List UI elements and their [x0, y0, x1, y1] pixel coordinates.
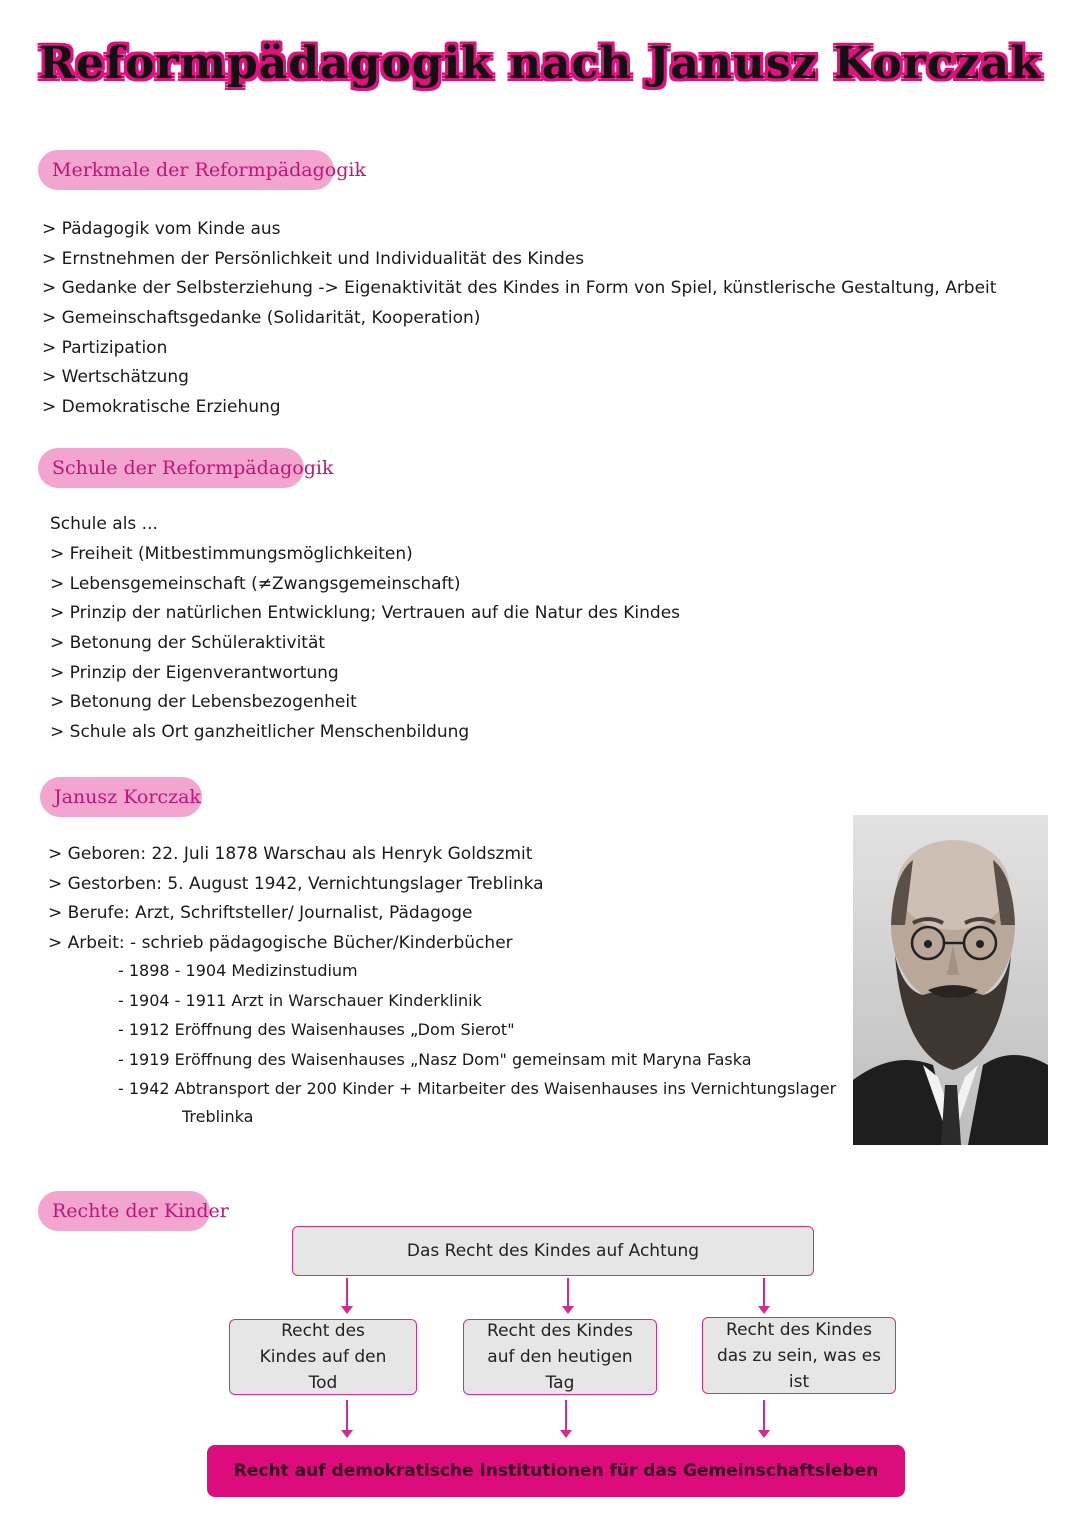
list-item: > Wertschätzung [42, 367, 189, 388]
korczak-work-list [118, 956, 836, 1130]
list-item: > Betonung der Schüleraktivität [50, 633, 326, 654]
section-heading-schule: Schule der Reformpädagogik [38, 448, 304, 488]
list-item: > Betonung der Lebensbezogenheit [50, 692, 357, 713]
list-item: - 1919 Eröffnung des Waisenhauses „Nasz Dom" gemeinsam mit Maryna Faska [118, 1049, 752, 1069]
list-item: > Freiheit (Mitbestimmungsmöglichkeiten) [50, 544, 413, 564]
arrow-down-icon [346, 1400, 348, 1436]
rights-top-box: Das Recht des Kindes auf Achtung [292, 1226, 814, 1276]
list-item: > Lebensgemeinschaft (≠Zwangsgemeinschaft) [50, 573, 461, 594]
section-heading-merkmale: Merkmale der Reformpädagogik [38, 150, 334, 190]
list-item: - 1898 - 1904 Medizinstudium [118, 961, 358, 980]
rights-box-heute: Recht des Kindes auf den heutigen Tag [463, 1319, 657, 1395]
section-heading-korczak: Janusz Korczak [40, 777, 202, 817]
portrait-photo [853, 815, 1048, 1145]
list-item: Treblinka [182, 1106, 254, 1126]
list-item: > Geboren: 22. Juli 1878 Warschau als Henryk Goldszmit [48, 844, 533, 864]
list-item: - 1904 - 1911 Arzt in Warschauer Kinderklinik [118, 990, 482, 1010]
arrow-down-icon [346, 1278, 348, 1312]
rights-bottom-bar: Recht auf demokratische Institutionen für das Gemeinschaftsleben [207, 1445, 905, 1497]
page-title: Reformpädagogik nach Janusz Korczak [38, 38, 1042, 89]
arrow-down-icon [565, 1400, 567, 1436]
section-heading-rechte: Rechte der Kinder [38, 1191, 210, 1231]
rights-box-sein: Recht des Kindes das zu sein, was es ist [702, 1317, 896, 1394]
korczak-list [48, 840, 544, 959]
list-item: > Gestorben: 5. August 1942, Vernichtungslager Treblinka [48, 873, 544, 894]
schule-list [50, 540, 680, 748]
arrow-down-icon [763, 1400, 765, 1436]
list-item: > Arbeit: - schrieb pädagogische Bücher/Kinderbücher [48, 933, 513, 954]
merkmale-list [42, 215, 996, 423]
list-item: > Pädagogik vom Kinde aus [42, 219, 281, 239]
list-item: > Prinzip der Eigenverantwortung [50, 662, 339, 683]
arrow-down-icon [763, 1278, 765, 1312]
list-item: > Gemeinschaftsgedanke (Solidarität, Kooperation) [42, 308, 481, 329]
list-item: - 1942 Abtransport der 200 Kinder + Mitarbeiter des Waisenhauses ins Vernichtungslager [118, 1079, 837, 1098]
list-item: > Berufe: Arzt, Schriftsteller/ Journalist, Pädagoge [48, 903, 473, 924]
arrow-down-icon [567, 1278, 569, 1312]
schule-intro: Schule als ... [50, 514, 158, 534]
list-item: > Gedanke der Selbsterziehung -> Eigenaktivität des Kindes in Form von Spiel, künstlerische Gestaltung, Arbeit [42, 278, 997, 299]
list-item: > Partizipation [42, 337, 168, 358]
rights-box-tod: Recht des Kindes auf den Tod [229, 1319, 417, 1395]
portrait-illustration [853, 815, 1048, 1145]
list-item: > Demokratische Erziehung [42, 397, 281, 418]
list-item: > Ernstnehmen der Persönlichkeit und Individualität des Kindes [42, 248, 585, 269]
list-item: > Schule als Ort ganzheitlicher Menschenbildung [50, 722, 470, 743]
list-item: > Prinzip der natürlichen Entwicklung; Vertrauen auf die Natur des Kindes [50, 603, 681, 624]
list-item: - 1912 Eröffnung des Waisenhauses „Dom Sierot" [118, 1020, 515, 1039]
